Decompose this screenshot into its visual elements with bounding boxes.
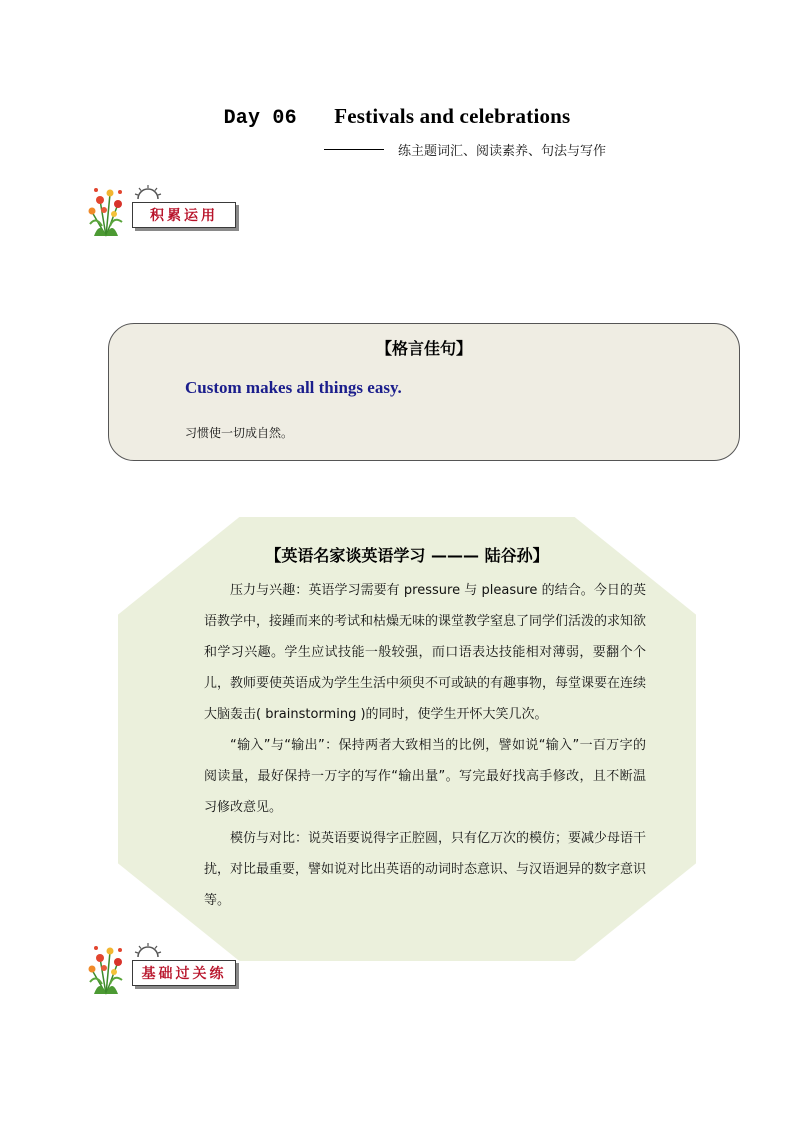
sun-icon <box>134 184 162 200</box>
article-paragraph: “输入”与“输出”：保持两者大致相当的比例，譬如说“输入”一百万字的阅读量，最好保持一万字的写作“输出量”。写完最好找高手修改，且不断温习修改意见。 <box>204 738 646 815</box>
subtitle-dash <box>324 149 384 150</box>
page-subtitle <box>324 140 606 159</box>
article-paragraph: 模仿与对比：说英语要说得字正腔圆，只有亿万次的模仿；要减少母语干扰，对比最重要，譬如说对比出英语的动词时态意识、与汉语迥异的数字意识等。 <box>204 831 647 908</box>
quote-heading: 【格言佳句】 <box>375 339 472 358</box>
quote-english: Custom makes all things easy. <box>185 378 402 397</box>
section-badge-label: 积累运用 <box>132 202 236 228</box>
flower-icon <box>84 938 130 996</box>
section-badge-accumulate <box>84 180 244 240</box>
article-heading: 【英语名家谈英语学习 ——— 陆谷孙】 <box>265 546 549 565</box>
section-badge-label: 基础过关练 <box>132 960 236 986</box>
section-badge-practice <box>84 938 244 998</box>
page-title <box>0 104 794 130</box>
article-panel <box>118 517 696 961</box>
flower-icon <box>84 180 130 238</box>
article-body <box>204 575 646 916</box>
quote-chinese: 习惯使一切成自然。 <box>185 426 294 440</box>
subtitle-text: 练主题词汇、阅读素养、句法与写作 <box>398 144 607 159</box>
sun-icon <box>134 942 162 958</box>
article-paragraph: 压力与兴趣：英语学习需要有 pressure 与 pleasure 的结合。今日的英语教学中，接踵而来的考试和枯燥无味的课堂教学窒息了同学们活泼的求知欲和学习兴趣。学生应试技能一般较强，而口语表达技能相对薄弱，要翻个个儿，教师要使英语成为学生生活中须臾不可或缺的有趣事物，每堂课要在连续大脑轰击( brainstorming )的同时，使学生开怀大笑几次。 <box>204 583 647 722</box>
topic-title: Festivals and celebrations <box>334 104 571 128</box>
day-label: Day 06 <box>223 107 297 130</box>
quote-box <box>108 323 740 461</box>
